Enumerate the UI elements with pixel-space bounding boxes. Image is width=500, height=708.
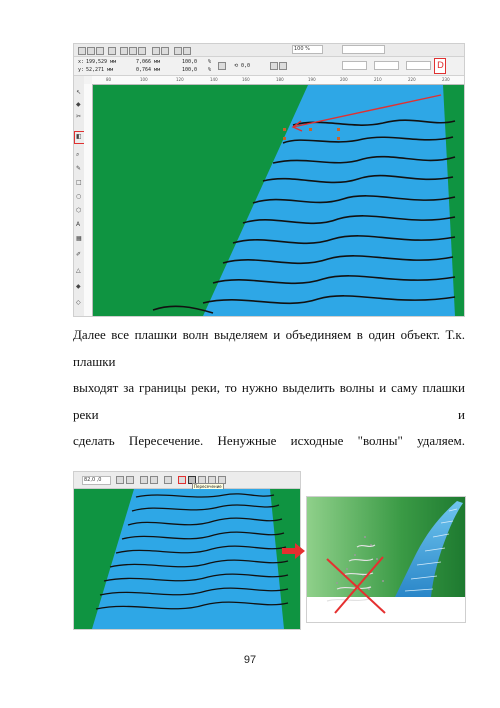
paragraph-line-1: Далее все плашки волн выделяем и объединяем в один объект. Т.к. плашки	[73, 327, 465, 369]
rectangle-tool-icon[interactable]: □	[76, 179, 82, 186]
ruler-tick: 230	[442, 77, 450, 82]
width-field[interactable]: 7,066 мм	[136, 59, 161, 65]
ruler-tick: 220	[408, 77, 416, 82]
percent-y-label: %	[208, 67, 212, 73]
crop-tool-icon[interactable]: ✂	[76, 113, 82, 120]
eyedropper-icon[interactable]: ✐	[76, 251, 82, 258]
page-number: 97	[243, 654, 257, 666]
line-start-select[interactable]	[374, 61, 399, 70]
size-field[interactable]: 82,0 ,0	[82, 476, 111, 485]
group-icon[interactable]	[140, 476, 148, 484]
percent-x-label: %	[208, 59, 212, 65]
combine-icon[interactable]	[164, 476, 172, 484]
freehand-tool-icon[interactable]: ✎	[76, 165, 82, 172]
ruler-tick: 190	[308, 77, 316, 82]
ruler-tick: 180	[276, 77, 284, 82]
editor-screenshot-1	[73, 43, 465, 317]
ruler-tick: 200	[340, 77, 348, 82]
shape-tool-icon[interactable]: ◆	[76, 101, 81, 108]
editor-screenshot-2	[73, 471, 301, 630]
weld-tool-icon[interactable]	[178, 476, 186, 484]
new-file-icon[interactable]	[78, 47, 86, 55]
result-canvas	[307, 497, 465, 622]
trim-icon[interactable]	[126, 476, 134, 484]
body-paragraph	[73, 322, 465, 455]
drawing-canvas-2[interactable]	[74, 489, 300, 629]
transition-arrow	[282, 542, 306, 560]
mirror-h-icon[interactable]	[270, 62, 278, 70]
zoom-tool-icon[interactable]: ⌕	[76, 151, 80, 158]
undo-icon[interactable]	[152, 47, 160, 55]
rotate-icon: ⟲	[234, 63, 239, 69]
vertical-ruler	[84, 84, 93, 316]
ruler-tick: 210	[374, 77, 382, 82]
horizontal-ruler	[92, 76, 464, 85]
tooltip: Пересечение	[194, 484, 222, 489]
result-screenshot	[306, 496, 466, 623]
ruler-tick: 80	[106, 77, 112, 82]
ruler-tick: 120	[176, 77, 184, 82]
y-label: y:	[78, 67, 85, 73]
highlighted-intersect-button[interactable]	[434, 58, 446, 74]
redo-icon[interactable]	[161, 47, 169, 55]
ruler-tick: 160	[242, 77, 250, 82]
save-icon[interactable]	[96, 47, 104, 55]
print-icon[interactable]	[108, 47, 116, 55]
interactive-fill-icon[interactable]: ◇	[76, 299, 81, 306]
paragraph-line-3: сделать Пересечение. Ненужные исходные "волны" удаляем.	[73, 433, 465, 448]
property-bar-2	[74, 472, 300, 489]
fill-icon[interactable]: ◆	[76, 283, 81, 290]
ungroup-icon[interactable]	[150, 476, 158, 484]
height-field[interactable]: 0,764 мм	[136, 67, 161, 73]
scale-y-field[interactable]: 100,0	[182, 67, 198, 73]
interactive-blend-icon[interactable]: ◧	[76, 133, 82, 140]
paragraph-line-2: выходят за границы реки, то нужно выделить волны и саму плашки реки и	[73, 380, 465, 422]
open-file-icon[interactable]	[87, 47, 95, 55]
ruler-tick: 100	[140, 77, 148, 82]
paste-icon[interactable]	[138, 47, 146, 55]
outline-icon[interactable]: △	[76, 267, 81, 274]
snap-to-select[interactable]	[342, 45, 385, 54]
x-label: x:	[78, 59, 85, 65]
pointer-tool-icon[interactable]: ↖	[76, 89, 82, 96]
drawing-canvas[interactable]	[93, 85, 464, 316]
weld-icon[interactable]	[116, 476, 124, 484]
outline-width-select[interactable]	[342, 61, 367, 70]
scale-x-field[interactable]: 100,0	[182, 59, 198, 65]
intersect-icon: D	[437, 61, 444, 71]
import-icon[interactable]	[174, 47, 182, 55]
rotation-angle-field[interactable]: 0,0	[241, 63, 251, 69]
line-end-select[interactable]	[406, 61, 431, 70]
text-tool-icon[interactable]: A	[76, 221, 81, 228]
export-icon[interactable]	[183, 47, 191, 55]
ruler-tick: 140	[210, 77, 218, 82]
toolbox	[74, 76, 84, 316]
zoom-level-select[interactable]: 100 %	[292, 45, 323, 54]
cut-icon[interactable]	[120, 47, 128, 55]
x-position-field[interactable]: 199,529 мм	[86, 59, 117, 65]
property-bar	[74, 57, 464, 76]
y-position-field[interactable]: 52,271 мм	[86, 67, 114, 73]
mirror-v-icon[interactable]	[279, 62, 287, 70]
standard-toolbar	[74, 44, 464, 57]
table-tool-icon[interactable]: ▦	[76, 235, 82, 242]
ellipse-tool-icon[interactable]: ○	[76, 193, 82, 200]
polygon-tool-icon[interactable]: ⬡	[76, 207, 82, 214]
lock-ratio-icon[interactable]	[218, 62, 226, 70]
copy-icon[interactable]	[129, 47, 137, 55]
